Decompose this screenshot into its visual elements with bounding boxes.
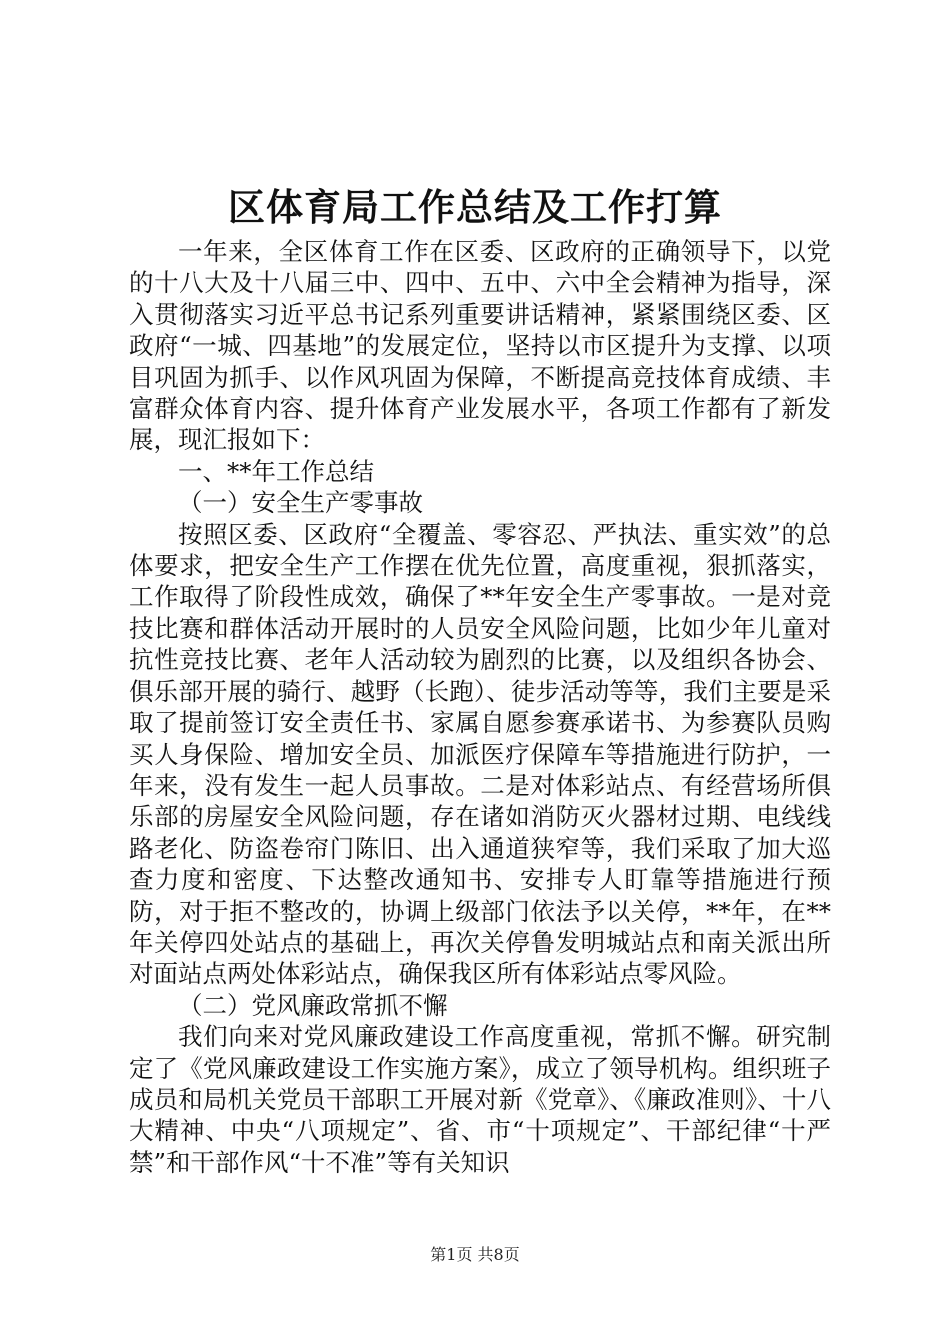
- document-title: 区体育局工作总结及工作打算: [228, 185, 722, 229]
- document-body: [129, 236, 831, 1178]
- page-number-footer: 第1页 共8页: [430, 1245, 520, 1264]
- intro-paragraph: 一年来，全区体育工作在区委、区政府的正确领导下，以党的十八大及十八届三中、四中、五中、六中全会精神为指导，深入贯彻落实习近平总书记系列重要讲话精神，紧紧围绕区委、区政府“一城、四基地”的发展定位，坚持以市区提升为支撑、以项目巩固为抓手、以作风巩固为保障，不断提高竞技体育成绩、丰富群众体育内容、提升体育产业发展水平，各项工作都有了新发展，现汇报如下：: [129, 237, 831, 455]
- subsection-heading-integrity: （二）党风廉政常抓不懈: [178, 990, 448, 1020]
- integrity-paragraph: 我们向来对党风廉政建设工作高度重视，常抓不懈。研究制定了《党风廉政建设工作实施方案》，成立了领导机构。组织班子成员和局机关党员干部职工开展对新《党章》、《廉政准则》、十八大精神、中央“八项规定”、省、市“十项规定”、干部纪律“十严禁”和干部作风“十不准”等有关知识: [129, 1022, 831, 1177]
- safety-paragraph: 按照区委、区政府“全覆盖、零容忍、严执法、重实效”的总体要求，把安全生产工作摆在优先位置，高度重视，狠抓落实，工作取得了阶段性成效，确保了**年安全生产零事故。一是对竞技比赛和群体活动开展时的人员安全风险问题，比如少年儿童对抗性竞技比赛、老年人活动较为剧烈的比赛，以及组织各协会、俱乐部开展的骑行、越野（长跑）、徒步活动等等，我们主要是采取了提前签订安全责任书、家属自愿参赛承诺书、为参赛队员购买人身保险、增加安全员、加派医疗保障车等措施进行防护，一年来，没有发生一起人员事故。二是对体彩站点、有经营场所俱乐部的房屋安全风险问题，存在诸如消防灭火器材过期、电线线路老化、防盗卷帘门陈旧、出入通道狭窄等，我们采取了加大巡查力度和密度、下达整改通知书、安排专人盯靠等措施进行预防，对于拒不整改的，协调上级部门依法予以关停，**年，在**年关停四处站点的基础上，再次关停鲁发明城站点和南关派出所对面站点两处体彩站点，确保我区所有体彩站点零风险。: [129, 519, 831, 989]
- subsection-heading-safety: （一）安全生产零事故: [178, 488, 423, 518]
- section-heading-1: 一、**年工作总结: [178, 456, 374, 486]
